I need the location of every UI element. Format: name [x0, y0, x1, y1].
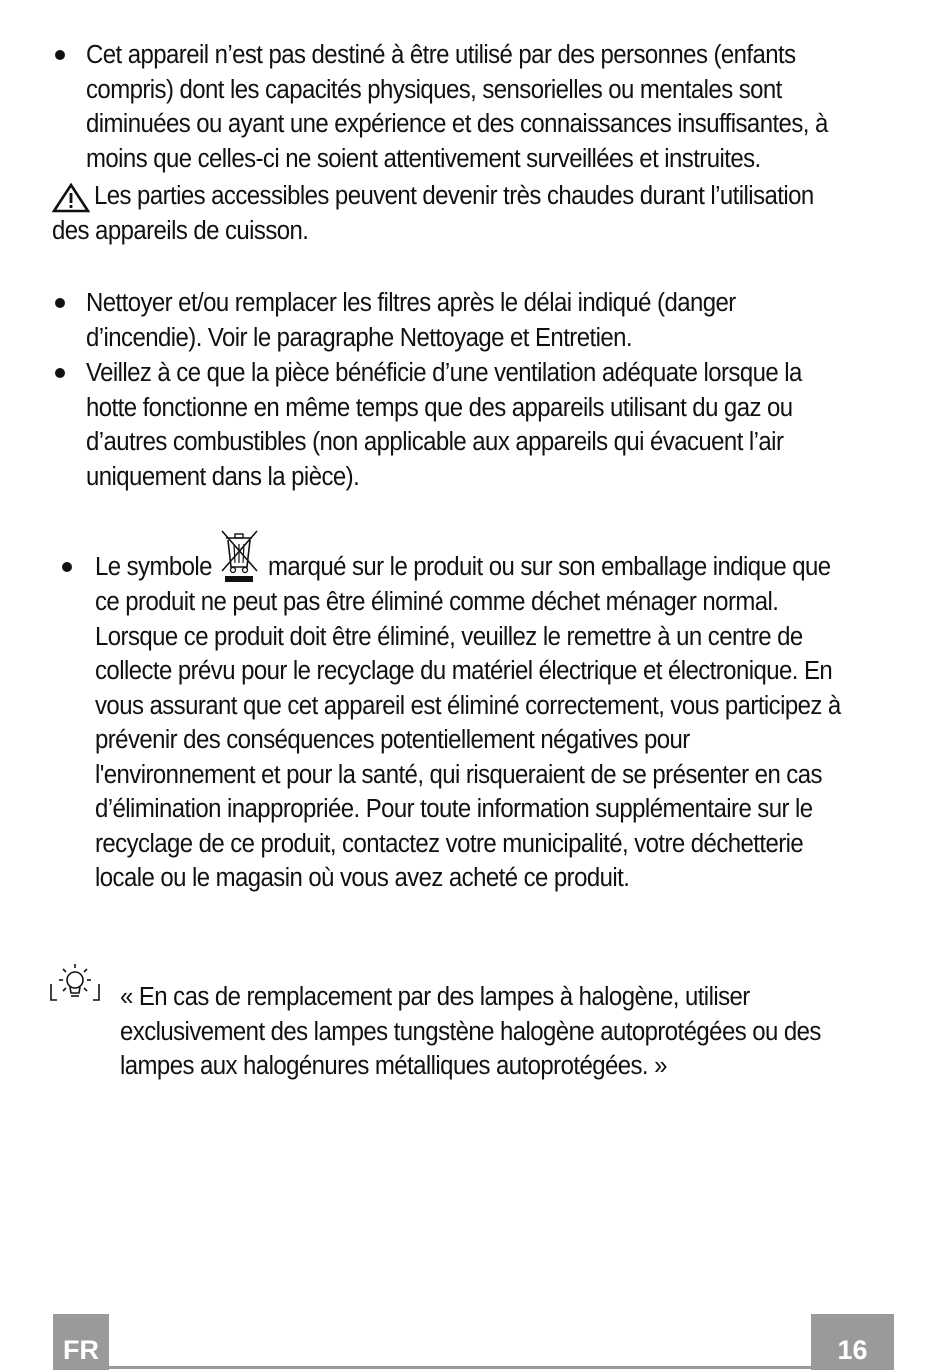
bullet-text-filters: Nettoyer et/ou remplacer les filtres après le délai indiqué (danger d’incendie). Voir le paragraphe Nettoyage et Entretien. [86, 289, 736, 352]
warning-text-line1: Les parties accessibles peuvent devenir très chaudes durant l’utilisation [94, 182, 814, 210]
warning-text-line2: des appareils de cuisson. [52, 217, 309, 245]
footer-language-badge: FR [53, 1314, 109, 1370]
bullet-text-recycling: ce produit ne peut pas être éliminé comme déchet ménager normal. Lorsque ce produit doit être éliminé, veuillez le remettre à un centre de collecte prévu pour le recyclage du matériel électrique et électronique. En vous assurant que cet appareil est éliminé correctement, vous participez à prévenir des conséquences potentiellement négatives pour l'environnement et pour la santé, qui risqueraient de se présenter en cas d’élimination inappropriée. Pour toute information supplémentaire sur le recyclage de ce produit, contactez votre municipalité, votre déchetterie locale ou le magasin où vous avez acheté ce produit. [95, 588, 841, 892]
bullet-dot [55, 368, 65, 378]
bullet-text-ventilation: Veillez à ce que la pièce bénéficie d’une ventilation adéquate lorsque la hotte fonctionne en même temps que des appareils utilisant du gaz ou d’autres combustibles (non applicable aux appareils qui évacuent l’air uniquement dans la pièce). [86, 359, 802, 491]
bullet-text-symbol-lead: Le symbole [95, 553, 212, 581]
crossed-out-bin-icon [215, 527, 263, 583]
footer-page-number: 16 [811, 1314, 894, 1370]
bullet-text-symbol-follow: marqué sur le produit ou sur son emballage indique que [268, 553, 831, 581]
bullet-text-capabilities: Cet appareil n’est pas destiné à être utilisé par des personnes (enfants compris) dont les capacités physiques, sensorielles ou mentales sont diminuées ou ayant une expérience et des connaissances insuffisantes, à moins que celles-ci ne soient attentivement surveillées et instruites. [86, 41, 828, 173]
footer-rule [108, 1366, 812, 1369]
light-bulb-icon [47, 962, 103, 1006]
bullet-dot [62, 562, 72, 572]
bullet-dot [55, 298, 65, 308]
warning-triangle-icon [52, 183, 90, 213]
bullet-dot [55, 50, 65, 60]
lamp-replacement-note: « En cas de remplacement par des lampes à halogène, utiliser exclusivement des lampes tungstène halogène autoprotégées ou des lampes aux halogénures métalliques autoprotégées. » [120, 983, 821, 1080]
